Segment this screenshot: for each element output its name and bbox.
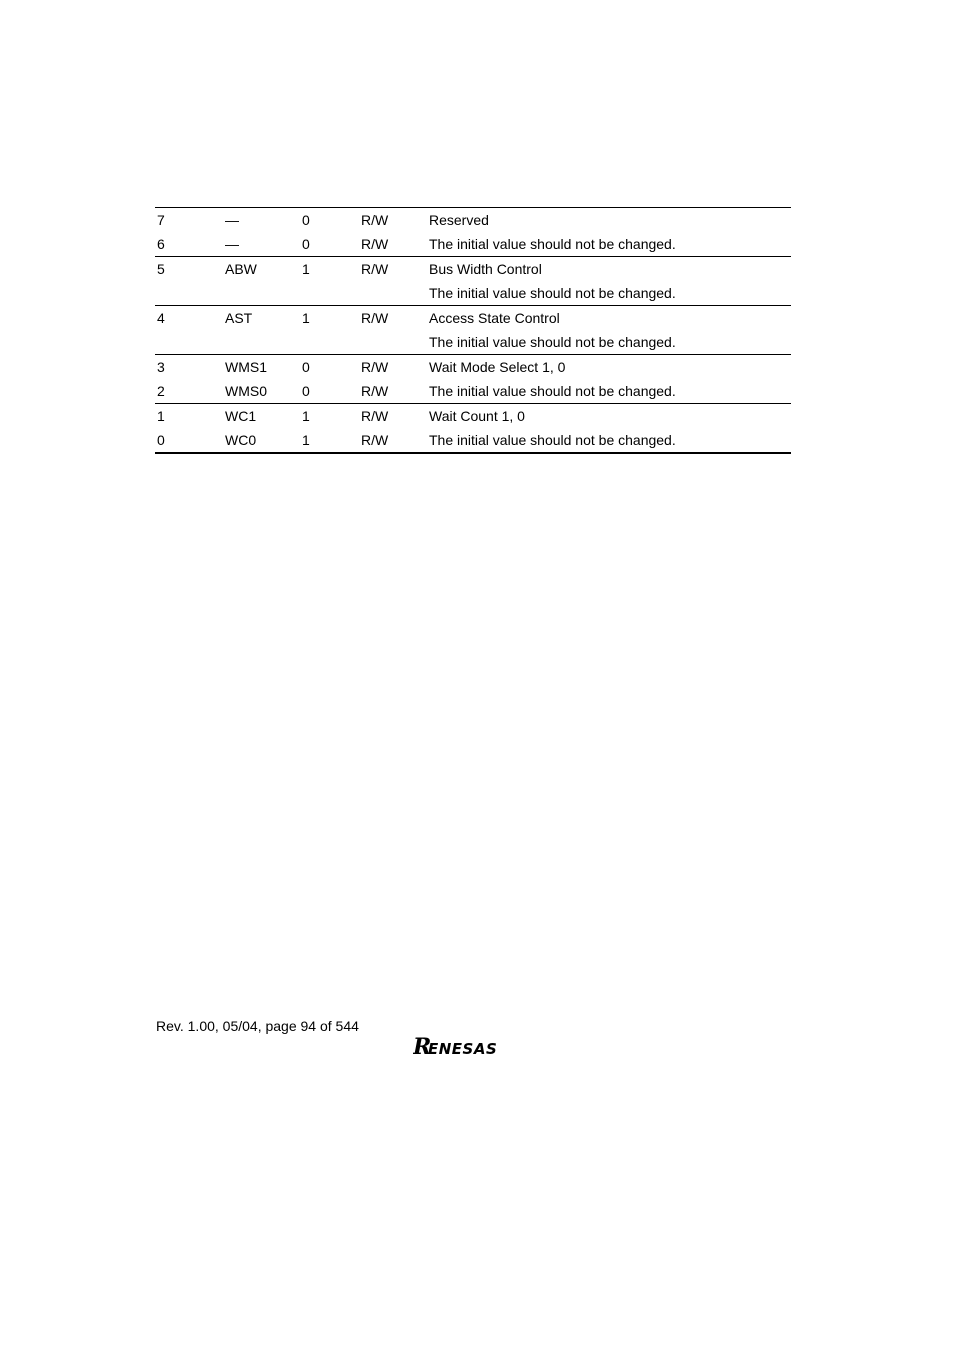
table-row xyxy=(155,281,791,306)
rw-cell: R/W xyxy=(359,428,427,453)
bit-cell: 4 xyxy=(155,306,223,331)
bit-cell: 2 xyxy=(157,383,165,399)
rw-cell: R/W xyxy=(361,236,389,252)
initial-value-cell: 0 xyxy=(302,236,310,252)
renesas-logo-icon xyxy=(413,1034,535,1058)
description-cell: The initial value should not be changed. xyxy=(429,236,676,252)
initial-value-cell: 0 xyxy=(300,355,359,380)
rw-cell xyxy=(359,281,427,306)
bit-cell: 3 xyxy=(155,355,223,380)
rw-cell: R/W xyxy=(359,404,427,429)
initial-value-cell xyxy=(300,281,359,306)
bit-cell xyxy=(155,330,223,355)
description-cell: Reserved xyxy=(427,208,791,233)
rw-cell: R/W xyxy=(359,208,427,233)
table-row xyxy=(155,208,791,233)
bit-name-cell: AST xyxy=(223,306,300,331)
description-cell: Bus Width Control xyxy=(427,257,791,282)
table-row xyxy=(155,330,791,355)
table-row xyxy=(155,257,791,282)
bit-name-cell: WMS0 xyxy=(225,383,267,399)
bit-name-cell: — xyxy=(223,208,300,233)
register-bit-table xyxy=(155,207,791,454)
initial-value-cell: 1 xyxy=(300,404,359,429)
rw-cell xyxy=(359,330,427,355)
page-footer-info: Rev. 1.00, 05/04, page 94 of 544 xyxy=(156,1018,359,1034)
description-cell: The initial value should not be changed. xyxy=(429,334,676,350)
initial-value-cell: 1 xyxy=(300,306,359,331)
bit-name-cell: ABW xyxy=(223,257,300,282)
bit-cell: 1 xyxy=(155,404,223,429)
table-row xyxy=(155,379,791,404)
svg-text:ENESAS: ENESAS xyxy=(428,1040,498,1058)
bit-cell xyxy=(155,281,223,306)
bit-name-cell: WC1 xyxy=(223,404,300,429)
bit-cell: 7 xyxy=(155,208,223,233)
bit-name-cell: WC0 xyxy=(223,428,300,453)
table-row xyxy=(155,428,791,453)
bit-name-cell xyxy=(223,330,300,355)
table-row xyxy=(155,232,791,257)
initial-value-cell: 1 xyxy=(300,428,359,453)
rw-cell: R/W xyxy=(359,257,427,282)
initial-value-cell: 1 xyxy=(300,257,359,282)
initial-value-cell xyxy=(300,330,359,355)
description-cell: Access State Control xyxy=(427,306,791,331)
table-row xyxy=(155,404,791,429)
bit-cell: 5 xyxy=(155,257,223,282)
bit-cell: 6 xyxy=(157,236,165,252)
rw-cell: R/W xyxy=(359,355,427,380)
initial-value-cell: 0 xyxy=(300,208,359,233)
table-row xyxy=(155,355,791,380)
bit-name-cell xyxy=(223,281,300,306)
description-cell: Wait Mode Select 1, 0 xyxy=(427,355,791,380)
bit-name-cell: WMS1 xyxy=(223,355,300,380)
table-row xyxy=(155,306,791,331)
svg-text:R: R xyxy=(413,1034,432,1058)
rw-cell: R/W xyxy=(361,383,389,399)
rw-cell: R/W xyxy=(359,306,427,331)
bit-name-cell: — xyxy=(225,236,239,252)
bit-cell: 0 xyxy=(155,428,223,453)
description-cell: The initial value should not be changed. xyxy=(429,383,676,399)
initial-value-cell: 0 xyxy=(302,383,310,399)
description-cell: Wait Count 1, 0 xyxy=(427,404,791,429)
description-cell: The initial value should not be changed. xyxy=(427,428,791,453)
description-cell: The initial value should not be changed. xyxy=(429,285,676,301)
